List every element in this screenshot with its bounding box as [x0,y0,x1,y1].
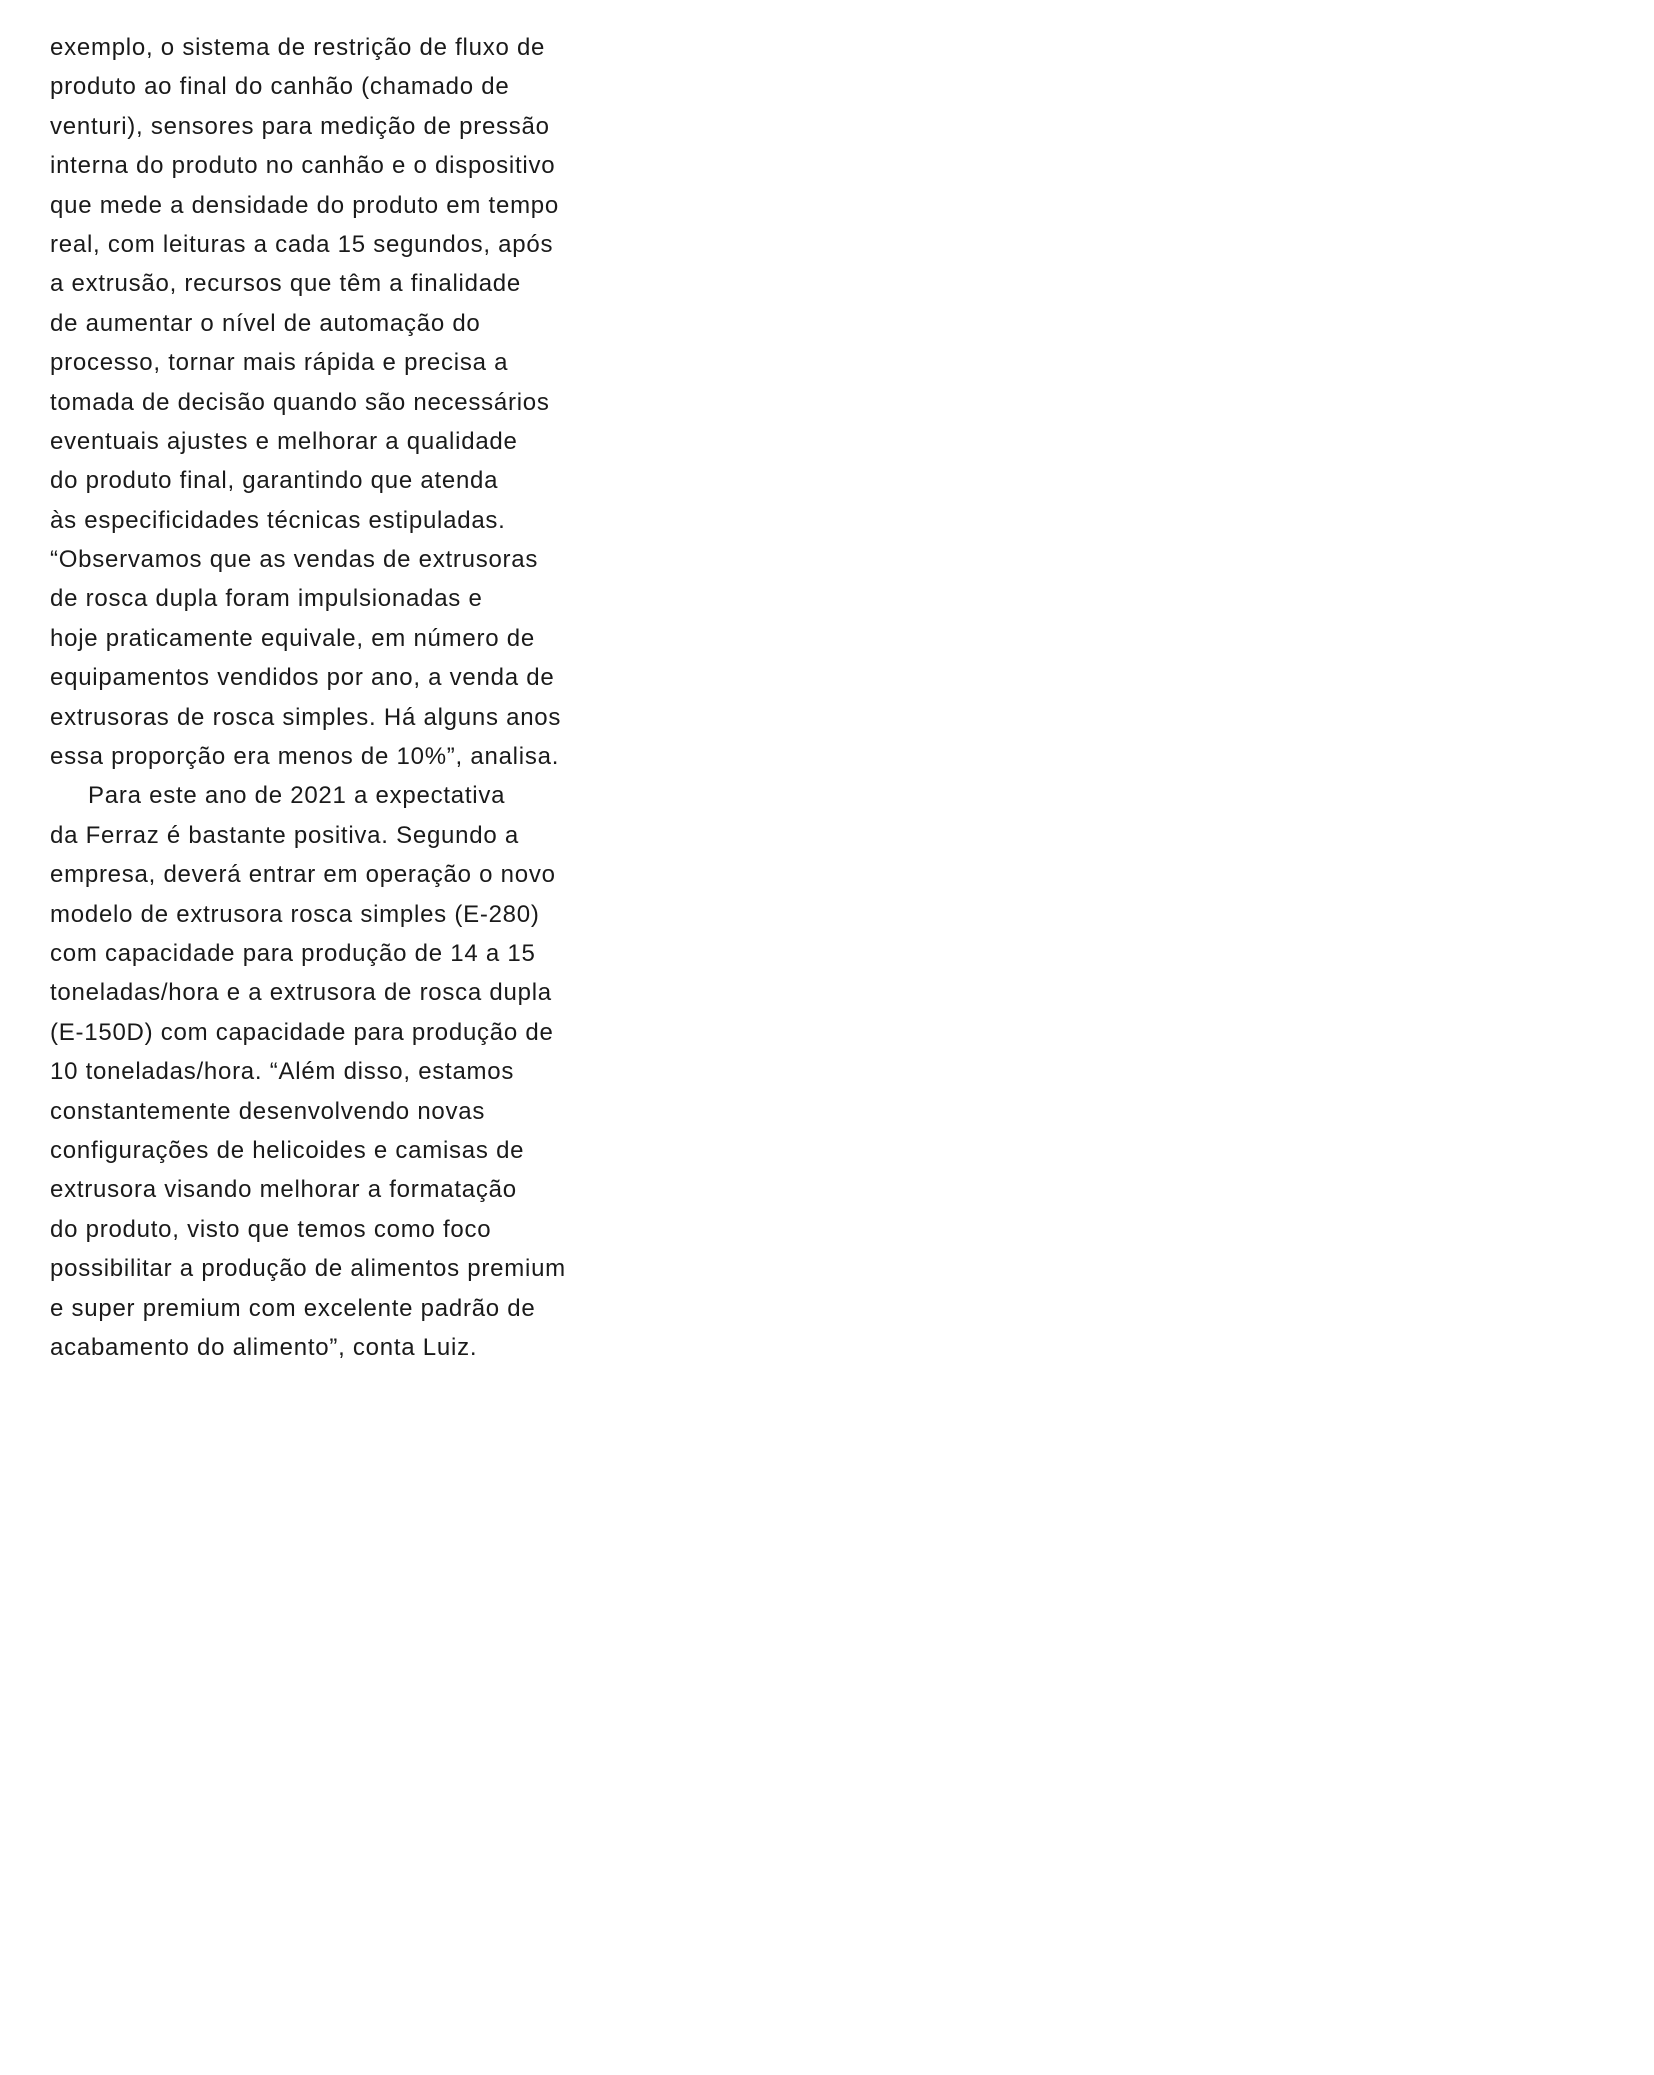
text-line: 10 toneladas/hora. “Além disso, estamos [50,1058,515,1086]
text-line: que mede a densidade do produto em tempo [50,191,560,219]
text-line: equipamentos vendidos por ano, a venda de [50,664,555,692]
text-line: hoje praticamente equivale, em número de [50,624,535,652]
text-line: a extrusão, recursos que têm a finalidade [50,270,521,298]
paragraph-start-line: Para este ano de 2021 a expectativa [88,782,506,810]
text-line: interna do produto no canhão e o dispositivo [50,152,556,180]
text-line: do produto, visto que temos como foco [50,1215,492,1243]
text-line: essa proporção era menos de 10%”, analisa. [50,743,560,771]
text-line: modelo de extrusora rosca simples (E-280) [50,900,540,928]
text-line: acabamento do alimento”, conta Luiz. [50,1333,478,1361]
text-line: produto ao final do canhão (chamado de [50,73,510,101]
text-line: “Observamos que as vendas de extrusoras [50,546,539,574]
text-line: (E-150D) com capacidade para produção de [50,1018,554,1046]
text-line: tomada de decisão quando são necessários [50,388,550,416]
text-line: exemplo, o sistema de restrição de fluxo de [50,34,546,61]
text-line: toneladas/hora e a extrusora de rosca dupla [50,979,552,1007]
text-line: extrusoras de rosca simples. Há alguns anos [50,703,562,731]
text-line: do produto final, garantindo que atenda [50,467,499,495]
text-line: às especificidades técnicas estipuladas. [50,506,506,534]
text-line: com capacidade para produção de 14 a 15 [50,939,536,967]
text-line: configurações de helicoides e camisas de [50,1136,525,1164]
text-line: e super premium com excelente padrão de [50,1294,536,1322]
text-line: de rosca dupla foram impulsionadas e [50,585,483,613]
text-line: extrusora visando melhorar a formatação [50,1176,517,1204]
text-line: da Ferraz é bastante positiva. Segundo a [50,821,519,849]
text-line: eventuais ajustes e melhorar a qualidade [50,427,518,455]
text-line: real, com leituras a cada 15 segundos, após [50,230,554,258]
article-text-column [50,28,610,1367]
text-line: de aumentar o nível de automação do [50,309,481,337]
text-line: empresa, deverá entrar em operação o novo [50,861,556,889]
text-line: processo, tornar mais rápida e precisa a [50,349,509,377]
text-line: possibilitar a produção de alimentos premium [50,1255,566,1283]
text-line: venturi), sensores para medição de pressão [50,112,550,140]
text-line: constantemente desenvolvendo novas [50,1097,486,1125]
